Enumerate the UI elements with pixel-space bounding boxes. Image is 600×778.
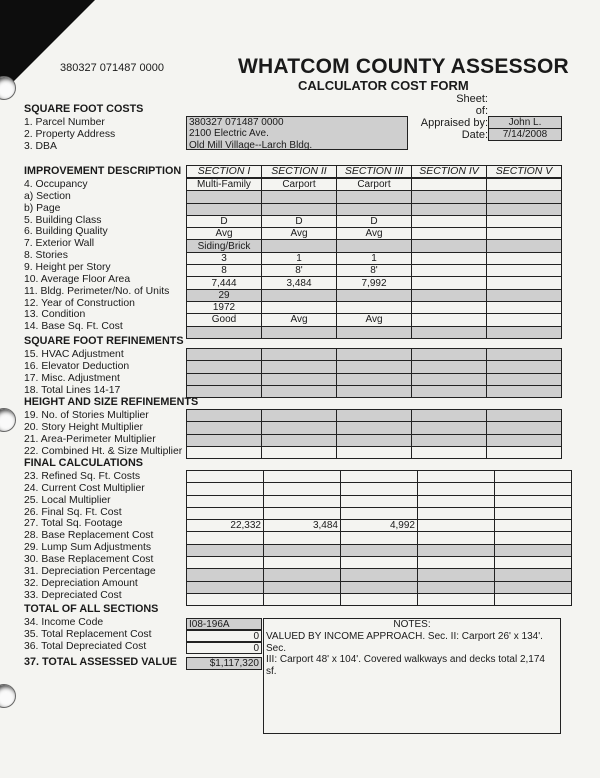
of-label: of: xyxy=(475,105,488,117)
table-cell[interactable] xyxy=(262,361,337,373)
row-label: 26. Final Sq. Ft. Cost xyxy=(24,506,122,518)
table-cell[interactable] xyxy=(341,532,418,544)
table-row xyxy=(187,569,572,581)
table-cell[interactable] xyxy=(341,483,418,495)
table-cell[interactable] xyxy=(262,373,337,385)
row-label: 10. Average Floor Area xyxy=(24,273,131,285)
table-row xyxy=(187,581,572,593)
table-cell[interactable] xyxy=(341,495,418,507)
table-cell[interactable] xyxy=(487,252,562,264)
row-label: 8. Stories xyxy=(24,250,68,262)
table-cell[interactable]: 8' xyxy=(262,265,337,277)
table-cell[interactable] xyxy=(262,240,337,252)
table-cell[interactable] xyxy=(412,215,487,227)
table-cell[interactable] xyxy=(262,422,337,434)
notes-heading: NOTES: xyxy=(393,619,431,630)
table-cell[interactable] xyxy=(412,203,487,215)
table-cell[interactable] xyxy=(487,361,562,373)
table-cell[interactable] xyxy=(187,446,262,458)
scan-shadow-corner xyxy=(0,0,95,95)
row-label: 28. Base Replacement Cost xyxy=(24,530,154,542)
table-cell[interactable]: Avg xyxy=(262,228,337,240)
table-cell[interactable] xyxy=(337,326,412,338)
improvement-description-heading: IMPROVEMENT DESCRIPTION xyxy=(24,165,182,177)
table-cell[interactable] xyxy=(495,520,572,532)
label-total-replacement-cost: 35. Total Replacement Cost xyxy=(24,629,152,640)
punch-hole-bottom xyxy=(0,684,16,708)
table-cell[interactable] xyxy=(187,507,264,519)
notes-line-2: III: Carport 48' x 104'. Covered walkways and decks total 2,174 sf. xyxy=(266,654,545,678)
row-label: 23. Refined Sq. Ft. Costs xyxy=(24,471,141,482)
row-label: 14. Base Sq. Ft. Cost xyxy=(24,321,123,333)
table-cell[interactable] xyxy=(487,326,562,338)
table-cell[interactable]: Multi-Family xyxy=(187,179,262,191)
section-ii-header: SECTION II xyxy=(262,166,337,178)
row-label: 32. Depreciation Amount xyxy=(24,577,138,589)
table-cell[interactable] xyxy=(412,252,487,264)
table-cell[interactable] xyxy=(487,265,562,277)
page-subtitle: CALCULATOR COST FORM xyxy=(298,78,469,93)
table-cell[interactable] xyxy=(487,434,562,446)
table-cell[interactable] xyxy=(412,314,487,326)
notes-line-1: VALUED BY INCOME APPROACH. Sec. II: Carport 26' x 134'. Sec. xyxy=(266,630,543,654)
table-cell[interactable]: 7,444 xyxy=(187,277,262,289)
row-label: 5. Building Class xyxy=(24,214,102,226)
table-cell[interactable] xyxy=(487,314,562,326)
table-row xyxy=(187,179,562,191)
table-cell[interactable] xyxy=(262,301,337,313)
table-cell[interactable] xyxy=(487,203,562,215)
table-row xyxy=(187,532,572,544)
total-depreciated-cost-field[interactable]: 0 xyxy=(186,642,262,654)
table-cell[interactable] xyxy=(495,569,572,581)
table-cell[interactable] xyxy=(487,240,562,252)
label-total-depreciated-cost: 36. Total Depreciated Cost xyxy=(24,641,147,652)
table-row xyxy=(187,593,572,605)
table-cell[interactable] xyxy=(495,495,572,507)
row-label: 29. Lump Sum Adjustments xyxy=(24,542,152,554)
table-cell[interactable] xyxy=(187,557,264,569)
row-label: 16. Elevator Deduction xyxy=(24,360,130,372)
table-cell[interactable] xyxy=(187,495,264,507)
row-label: 6. Building Quality xyxy=(24,226,108,238)
parcel-id-top: 380327 071487 0000 xyxy=(60,62,164,74)
table-cell[interactable] xyxy=(495,471,572,483)
table-cell[interactable] xyxy=(495,581,572,593)
table-cell[interactable] xyxy=(264,569,341,581)
table-cell[interactable] xyxy=(341,544,418,556)
table-cell[interactable] xyxy=(412,434,487,446)
table-cell[interactable] xyxy=(187,544,264,556)
table-row xyxy=(187,314,562,326)
income-code-field[interactable]: I08-196A xyxy=(186,618,262,630)
table-cell[interactable] xyxy=(187,326,262,338)
table-cell[interactable]: Avg xyxy=(187,228,262,240)
row-label: 12. Year of Construction xyxy=(24,297,135,309)
table-cell[interactable]: Avg xyxy=(262,314,337,326)
table-cell[interactable]: 22,332 xyxy=(187,520,264,532)
table-cell[interactable]: 7,992 xyxy=(337,277,412,289)
punch-hole-middle xyxy=(0,408,16,432)
row-label: a) Section xyxy=(24,190,71,202)
table-cell[interactable] xyxy=(487,228,562,240)
table-cell[interactable] xyxy=(495,544,572,556)
table-row xyxy=(187,495,572,507)
table-cell[interactable]: 3,484 xyxy=(262,277,337,289)
table-cell[interactable] xyxy=(187,422,262,434)
table-cell[interactable] xyxy=(264,581,341,593)
table-row xyxy=(187,410,562,422)
table-cell[interactable] xyxy=(412,410,487,422)
row-label: 21. Area-Perimeter Multiplier xyxy=(24,433,156,445)
table-cell[interactable]: 4,992 xyxy=(341,520,418,532)
row-label: 19. No. of Stories Multiplier xyxy=(24,410,149,421)
table-cell[interactable] xyxy=(418,544,495,556)
row-label: 17. Misc. Adjustment xyxy=(24,372,120,384)
table-cell[interactable] xyxy=(341,581,418,593)
table-cell[interactable]: 3,484 xyxy=(264,520,341,532)
section-v-header: SECTION V xyxy=(487,166,562,178)
table-cell[interactable] xyxy=(187,593,264,605)
table-cell[interactable]: 1 xyxy=(337,252,412,264)
total-replacement-cost-field[interactable]: 0 xyxy=(186,630,262,642)
table-cell[interactable]: 1972 xyxy=(187,301,262,313)
appraised-by-field[interactable]: John L. xyxy=(488,116,562,129)
table-row xyxy=(187,349,562,361)
table-row xyxy=(187,265,562,277)
table-cell[interactable]: 8' xyxy=(337,265,412,277)
totals-heading: TOTAL OF ALL SECTIONS xyxy=(24,603,159,615)
table-row xyxy=(187,252,562,264)
table-cell[interactable] xyxy=(262,203,337,215)
section-iii-header: SECTION III xyxy=(337,166,412,178)
table-cell[interactable] xyxy=(341,557,418,569)
table-cell[interactable] xyxy=(341,569,418,581)
row-label: 11. Bldg. Perimeter/No. of Units xyxy=(24,285,170,297)
table-cell[interactable] xyxy=(341,593,418,605)
table-cell[interactable]: D xyxy=(187,215,262,227)
table-cell[interactable] xyxy=(262,191,337,203)
row-label: 33. Depreciated Cost xyxy=(24,589,122,601)
table-cell[interactable] xyxy=(337,361,412,373)
table-row xyxy=(187,422,562,434)
table-cell[interactable]: 1 xyxy=(262,252,337,264)
table-cell[interactable] xyxy=(262,385,337,397)
table-cell[interactable] xyxy=(337,446,412,458)
table-row xyxy=(187,557,572,569)
table-cell[interactable] xyxy=(262,434,337,446)
row-label: b) Page xyxy=(24,202,61,214)
row-label: 7. Exterior Wall xyxy=(24,238,95,250)
table-cell[interactable] xyxy=(187,191,262,203)
table-cell[interactable] xyxy=(187,569,264,581)
table-cell[interactable] xyxy=(495,532,572,544)
table-cell[interactable] xyxy=(487,422,562,434)
table-cell[interactable] xyxy=(418,532,495,544)
row-label: 24. Current Cost Multiplier xyxy=(24,482,145,494)
table-cell[interactable] xyxy=(264,532,341,544)
table-cell[interactable] xyxy=(495,593,572,605)
table-row xyxy=(187,301,562,313)
table-cell[interactable] xyxy=(487,301,562,313)
table-cell[interactable] xyxy=(487,215,562,227)
table-cell[interactable] xyxy=(187,373,262,385)
table-row xyxy=(187,240,562,252)
table-cell[interactable] xyxy=(187,581,264,593)
row-label: 30. Base Replacement Cost xyxy=(24,553,154,565)
table-cell[interactable] xyxy=(495,557,572,569)
height-size-heading: HEIGHT AND SIZE REFINEMENTS xyxy=(24,396,199,408)
date-field[interactable]: 7/14/2008 xyxy=(488,128,562,141)
table-cell[interactable] xyxy=(337,191,412,203)
table-cell[interactable]: Avg xyxy=(337,314,412,326)
notes-box[interactable] xyxy=(263,618,561,734)
row-label: 31. Depreciation Percentage xyxy=(24,565,156,577)
table-cell[interactable] xyxy=(262,326,337,338)
table-cell[interactable] xyxy=(412,373,487,385)
table-cell[interactable] xyxy=(487,373,562,385)
table-cell[interactable] xyxy=(337,385,412,397)
table-cell[interactable] xyxy=(187,361,262,373)
table-cell[interactable] xyxy=(337,422,412,434)
table-cell[interactable] xyxy=(412,179,487,191)
table-cell[interactable] xyxy=(412,422,487,434)
section-header-row xyxy=(186,165,562,178)
row-label: 25. Local Multiplier xyxy=(24,494,111,506)
table-cell[interactable] xyxy=(487,277,562,289)
table-cell[interactable] xyxy=(412,446,487,458)
final-calculations-heading: FINAL CALCULATIONS xyxy=(24,457,143,469)
table-cell[interactable] xyxy=(412,265,487,277)
page-title: WHATCOM COUNTY ASSESSOR xyxy=(238,55,569,78)
table-cell[interactable] xyxy=(341,471,418,483)
section-iv-header: SECTION IV xyxy=(412,166,487,178)
table-cell[interactable] xyxy=(418,569,495,581)
label-property-address: 2. Property Address xyxy=(24,129,116,140)
table-cell[interactable] xyxy=(418,581,495,593)
table-cell[interactable] xyxy=(337,349,412,361)
table-row xyxy=(187,289,562,301)
table-cell[interactable] xyxy=(337,301,412,313)
table-cell[interactable] xyxy=(187,483,264,495)
label-dba: 3. DBA xyxy=(24,141,57,152)
table-cell[interactable] xyxy=(412,361,487,373)
table-cell[interactable] xyxy=(495,507,572,519)
table-cell[interactable] xyxy=(412,326,487,338)
row-label: 13. Condition xyxy=(24,309,86,321)
table-cell[interactable] xyxy=(337,240,412,252)
refinement-grid xyxy=(186,348,562,398)
table-row xyxy=(187,373,562,385)
table-row xyxy=(187,434,562,446)
table-cell[interactable] xyxy=(418,495,495,507)
table-cell[interactable]: Avg xyxy=(337,228,412,240)
table-cell[interactable] xyxy=(418,471,495,483)
total-assessed-value-field[interactable]: $1,117,320 xyxy=(186,657,262,670)
table-cell[interactable] xyxy=(262,349,337,361)
row-label: 27. Total Sq. Footage xyxy=(24,518,123,530)
table-row xyxy=(187,507,572,519)
table-cell[interactable] xyxy=(264,471,341,483)
table-row xyxy=(187,191,562,203)
table-cell[interactable] xyxy=(264,495,341,507)
label-income-code: 34. Income Code xyxy=(24,617,104,628)
table-row xyxy=(187,361,562,373)
table-cell[interactable] xyxy=(418,593,495,605)
row-label: 22. Combined Ht. & Size Multiplier xyxy=(24,445,183,457)
table-cell[interactable] xyxy=(487,446,562,458)
row-label: 9. Height per Story xyxy=(24,261,111,273)
section-i-header: SECTION I xyxy=(187,166,262,178)
table-cell[interactable] xyxy=(264,507,341,519)
improvement-grid xyxy=(186,178,562,339)
table-cell[interactable] xyxy=(487,289,562,301)
table-cell[interactable] xyxy=(337,289,412,301)
table-row xyxy=(187,228,562,240)
table-cell[interactable] xyxy=(264,593,341,605)
table-cell[interactable] xyxy=(264,557,341,569)
table-cell[interactable] xyxy=(412,385,487,397)
table-cell[interactable] xyxy=(412,289,487,301)
table-row xyxy=(187,215,562,227)
table-cell[interactable] xyxy=(341,507,418,519)
table-cell[interactable]: Good xyxy=(187,314,262,326)
table-row xyxy=(187,471,572,483)
height-size-grid xyxy=(186,409,562,459)
square-foot-costs-heading: SQUARE FOOT COSTS xyxy=(24,103,144,115)
table-cell[interactable] xyxy=(418,520,495,532)
row-label: 18. Total Lines 14-17 xyxy=(24,384,121,396)
table-row xyxy=(187,483,572,495)
table-cell[interactable] xyxy=(487,179,562,191)
property-info-box xyxy=(186,116,408,150)
table-row xyxy=(187,277,562,289)
table-row xyxy=(187,544,572,556)
table-cell[interactable] xyxy=(264,483,341,495)
table-cell[interactable]: 29 xyxy=(187,289,262,301)
table-row xyxy=(187,326,562,338)
table-cell[interactable] xyxy=(337,373,412,385)
label-parcel-number: 1. Parcel Number xyxy=(24,117,105,128)
table-cell[interactable] xyxy=(487,385,562,397)
refinements-heading: SQUARE FOOT REFINEMENTS xyxy=(24,335,184,347)
table-cell[interactable] xyxy=(337,434,412,446)
sheet-label: Sheet: xyxy=(456,93,488,105)
table-cell[interactable] xyxy=(412,228,487,240)
table-cell[interactable] xyxy=(418,483,495,495)
table-cell[interactable] xyxy=(337,203,412,215)
table-cell[interactable] xyxy=(418,507,495,519)
table-cell[interactable] xyxy=(187,532,264,544)
table-cell[interactable] xyxy=(487,191,562,203)
table-cell[interactable] xyxy=(412,301,487,313)
dba-field[interactable]: Old Mill Village--Larch Bldg. xyxy=(189,139,313,151)
table-cell[interactable] xyxy=(187,349,262,361)
table-cell[interactable]: D xyxy=(262,215,337,227)
table-cell[interactable] xyxy=(412,240,487,252)
table-cell[interactable] xyxy=(487,349,562,361)
table-cell[interactable] xyxy=(495,483,572,495)
table-cell[interactable]: 8 xyxy=(187,265,262,277)
row-label: 4. Occupancy xyxy=(24,179,88,190)
table-cell[interactable] xyxy=(418,557,495,569)
parcel-number-field[interactable]: 380327 071487 0000 xyxy=(189,117,284,128)
table-cell[interactable] xyxy=(187,434,262,446)
table-row xyxy=(187,446,562,458)
table-cell[interactable] xyxy=(487,410,562,422)
table-cell[interactable] xyxy=(264,544,341,556)
table-cell[interactable] xyxy=(412,349,487,361)
table-cell[interactable] xyxy=(187,471,264,483)
table-cell[interactable]: Carport xyxy=(262,179,337,191)
property-address-field[interactable]: 2100 Electric Ave. xyxy=(189,128,269,140)
table-cell[interactable]: Carport xyxy=(337,179,412,191)
table-cell[interactable] xyxy=(412,191,487,203)
row-label: 15. HVAC Adjustment xyxy=(24,349,124,360)
label-total-assessed-value: 37. TOTAL ASSESSED VALUE xyxy=(24,656,177,668)
table-cell[interactable] xyxy=(262,410,337,422)
table-cell[interactable] xyxy=(187,203,262,215)
table-row xyxy=(187,203,562,215)
final-calculations-grid xyxy=(186,470,572,606)
row-label: 20. Story Height Multiplier xyxy=(24,421,143,433)
table-row xyxy=(187,385,562,397)
table-row xyxy=(187,520,572,532)
table-cell[interactable] xyxy=(262,446,337,458)
table-cell[interactable] xyxy=(412,277,487,289)
table-cell[interactable]: 3 xyxy=(187,252,262,264)
table-cell[interactable]: Siding/Brick xyxy=(187,240,262,252)
table-cell[interactable] xyxy=(262,289,337,301)
appraised-by-label: Appraised by: xyxy=(420,117,488,129)
table-cell[interactable] xyxy=(187,410,262,422)
table-cell[interactable] xyxy=(337,410,412,422)
date-label: Date: xyxy=(461,129,488,141)
table-cell[interactable]: D xyxy=(337,215,412,227)
